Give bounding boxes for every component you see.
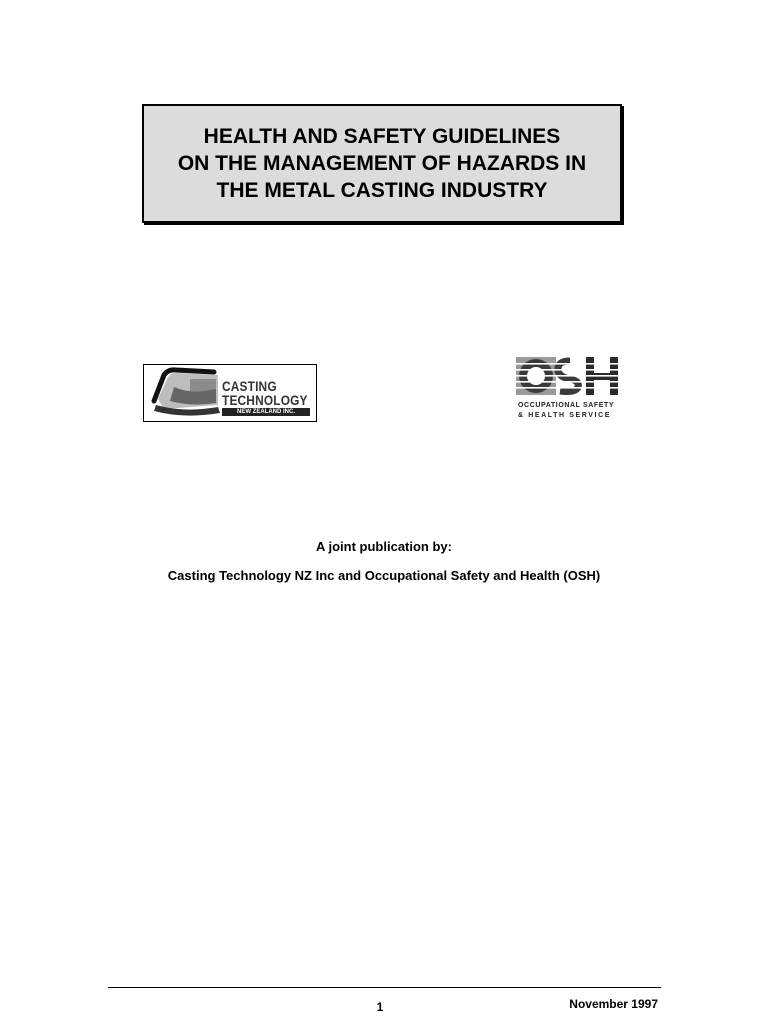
title-line-2: ON THE MANAGEMENT OF HAZARDS IN	[177, 152, 587, 175]
casting-technology-logo-line1: CASTING	[222, 378, 277, 394]
osh-logo-line1: OCCUPATIONAL SAFETY	[518, 402, 615, 409]
title-line-1: HEALTH AND SAFETY GUIDELINES	[203, 125, 561, 148]
osh-logo-line2: & HEALTH SERVICE	[518, 412, 612, 419]
title-line-3: THE METAL CASTING INDUSTRY	[216, 179, 548, 202]
footer-date: November 1997	[569, 997, 658, 1011]
page-number: 1	[376, 1000, 384, 1014]
joint-publication-orgs: Casting Technology NZ Inc and Occupational Safety and Health (OSH)	[167, 568, 601, 583]
footer-divider	[108, 987, 661, 988]
casting-technology-logo-line2: TECHNOLOGY	[222, 392, 308, 408]
casting-technology-logo	[143, 364, 317, 422]
casting-technology-logo-subline: NEW ZEALAND INC.	[222, 408, 310, 416]
title-box	[142, 104, 622, 223]
osh-logo-mark	[516, 355, 622, 401]
osh-logo	[516, 355, 622, 423]
joint-publication-heading: A joint publication by:	[315, 539, 452, 554]
